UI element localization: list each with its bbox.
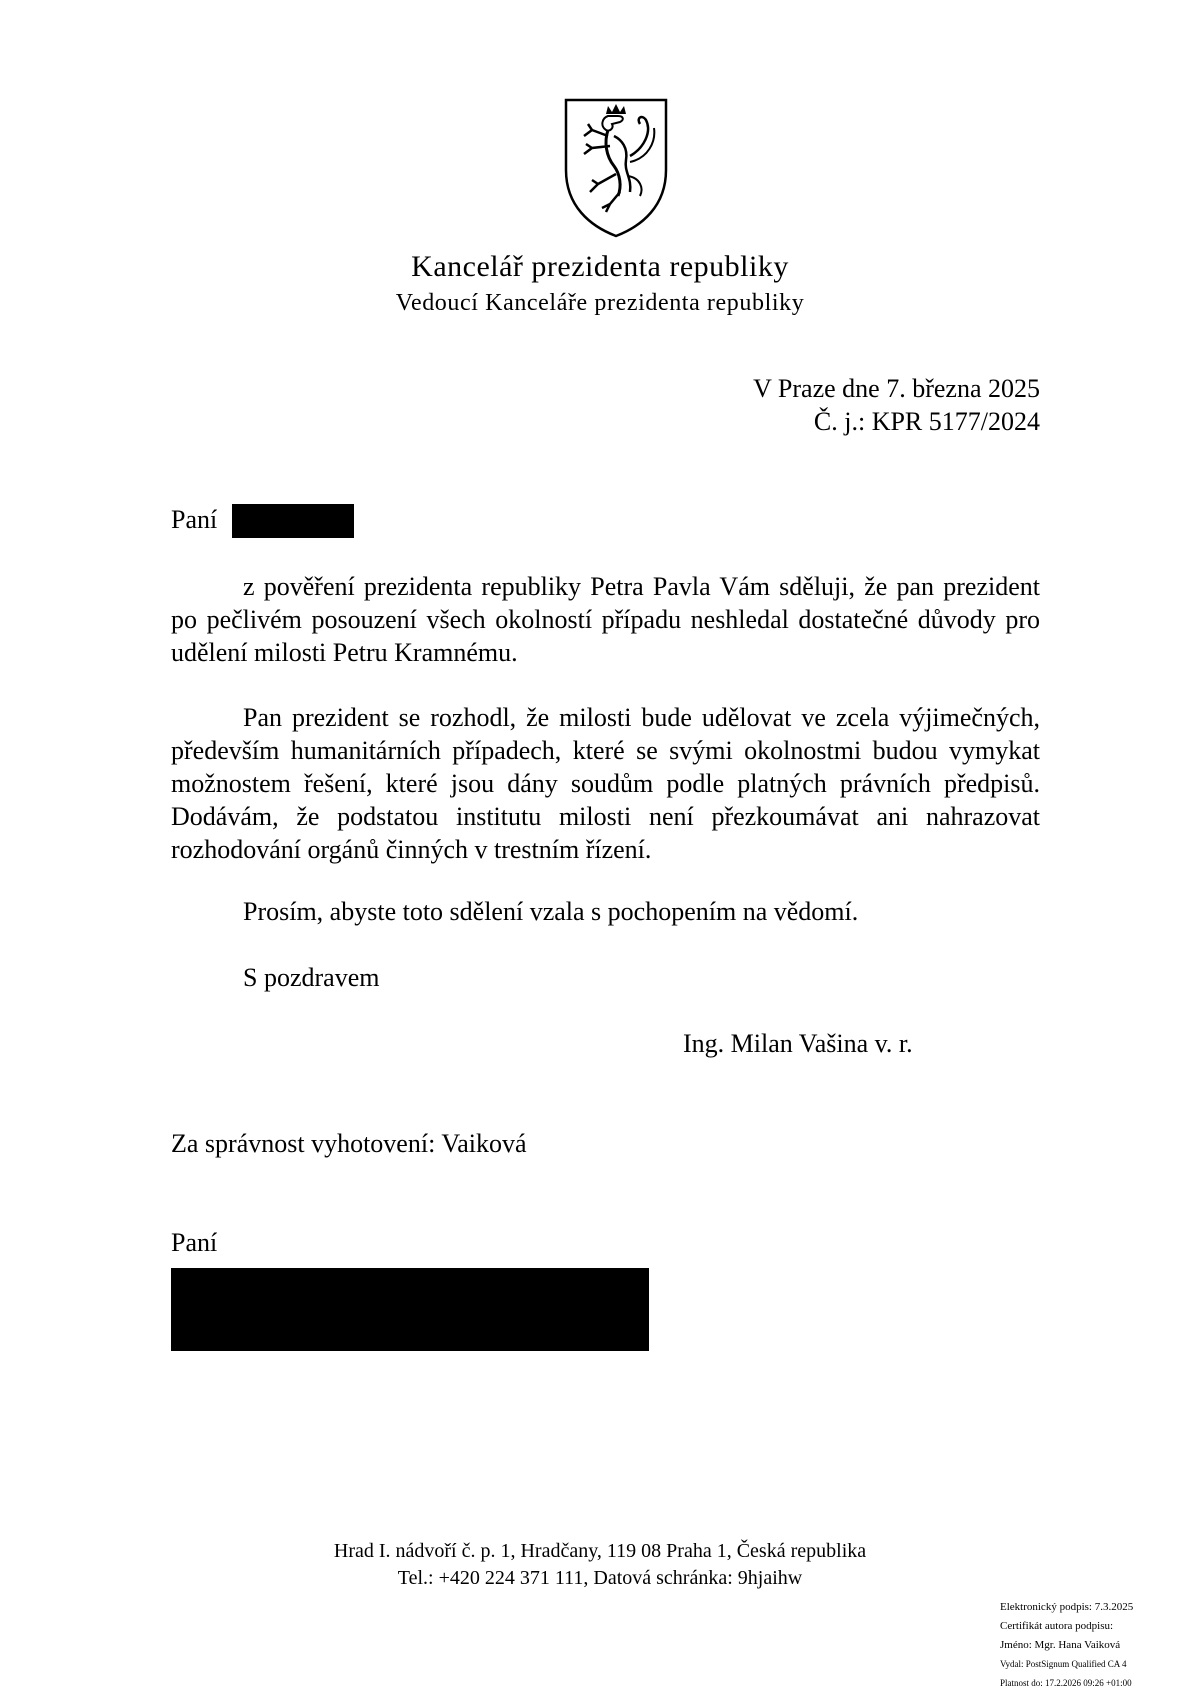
electronic-signature-block (1000, 1598, 1133, 1693)
footer-address: Hrad I. nádvoří č. p. 1, Hradčany, 119 08 Praha 1, Česká republika (333, 1540, 867, 1562)
letter-date: V Praze dne 7. března 2025 (753, 374, 1040, 403)
salutation: Paní (171, 505, 218, 534)
esig-name: Jméno: Mgr. Hana Vaiková (1000, 1639, 1121, 1651)
date-reference-block (753, 372, 1040, 438)
signer-name: Ing. Milan Vašina v. r. (683, 1029, 913, 1058)
coat-of-arms-icon (562, 96, 670, 240)
org-subtitle: Vedoucí Kanceláře prezidenta republiky (395, 290, 805, 316)
footer-contact: Tel.: +420 224 371 111, Datová schránka: 9hjaihw (397, 1567, 803, 1589)
redacted-name (232, 504, 354, 538)
org-name: Kancelář prezidenta republiky (411, 250, 789, 283)
recipient-label: Paní (171, 1228, 218, 1257)
paragraph-1: z pověření prezidenta republiky Petra Pavla Vám sděluji, že pan prezident po pečlivém posouzení všech okolností případu neshledal dostatečné důvody pro udělení milosti Petru Kramnému. (171, 572, 1040, 667)
esig-validity: Platnost do: 17.2.2026 09:26 +01:00 (1000, 1678, 1132, 1688)
footer (0, 1538, 1200, 1592)
esig-date: Elektronický podpis: 7.3.2025 (1000, 1601, 1134, 1613)
paragraph-2: Pan prezident se rozhodl, že milosti bude udělovat ve zcela výjimečných, především humanitárních případech, které se svými okolnostmi budou vymykat možnostem řešení, které jsou dány soudům podle platných právních předpisů. Dodávám, že podstatou institutu milosti není přezkoumávat ani nahrazovat rozhodování orgánů činných v trestním řízení. (171, 703, 1040, 864)
correctness-note: Za správnost vyhotovení: Vaiková (171, 1129, 527, 1158)
closing: S pozdravem (243, 963, 380, 992)
reference-number: Č. j.: KPR 5177/2024 (813, 407, 1040, 436)
redacted-address (171, 1268, 649, 1351)
esig-issuer: Vydal: PostSignum Qualified CA 4 (1000, 1659, 1127, 1669)
paragraph-3: Prosím, abyste toto sdělení vzala s pochopením na vědomí. (243, 897, 859, 926)
esig-cert-label: Certifikát autora podpisu: (1000, 1620, 1114, 1632)
